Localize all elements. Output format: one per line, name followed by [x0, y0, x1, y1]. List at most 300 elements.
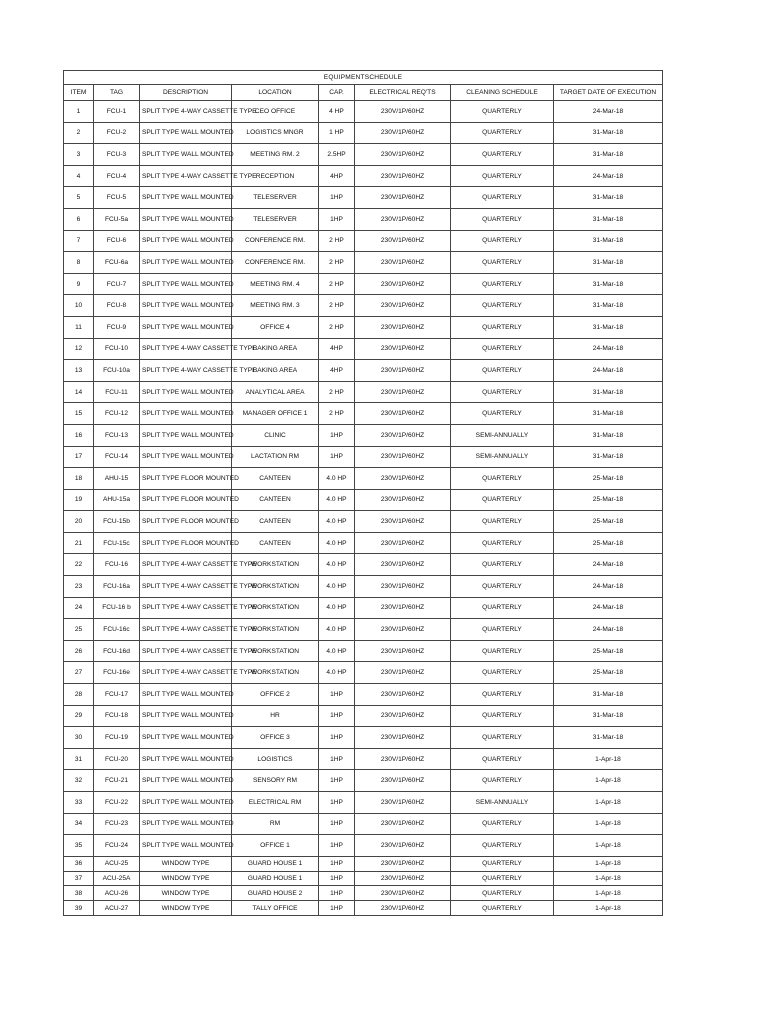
- cell-target-date: 1-Apr-18: [554, 748, 663, 770]
- cell-electrical: 230V/1P/60HZ: [355, 252, 451, 274]
- cell-description: SPLIT TYPE WALL MOUNTED: [140, 295, 232, 317]
- cell-cleaning: QUARTERLY: [451, 886, 554, 901]
- cell-item: 2: [64, 122, 94, 144]
- cell-item: 12: [64, 338, 94, 360]
- equipment-schedule-table: [63, 70, 663, 916]
- cell-target-date: 1-Apr-18: [554, 792, 663, 814]
- table-row: [64, 403, 663, 425]
- cell-item: 13: [64, 360, 94, 382]
- table-row: [64, 424, 663, 446]
- cell-tag: ACU-25A: [94, 871, 140, 886]
- cell-item: 16: [64, 424, 94, 446]
- cell-cleaning: QUARTERLY: [451, 489, 554, 511]
- cell-cap: 4.0 HP: [319, 640, 355, 662]
- cell-tag: FCU-11: [94, 381, 140, 403]
- cell-description: WINDOW TYPE: [140, 886, 232, 901]
- cell-description: SPLIT TYPE 4-WAY CASSETTE TYPE: [140, 360, 232, 382]
- cell-cap: 1HP: [319, 792, 355, 814]
- cell-location: WORKSTATION: [232, 619, 319, 641]
- table-row: [64, 886, 663, 901]
- cell-cleaning: QUARTERLY: [451, 360, 554, 382]
- cell-description: SPLIT TYPE WALL MOUNTED: [140, 187, 232, 209]
- cell-cap: 4.0 HP: [319, 468, 355, 490]
- cell-item: 3: [64, 144, 94, 166]
- cell-description: SPLIT TYPE 4-WAY CASSETTE TYPE: [140, 640, 232, 662]
- cell-description: SPLIT TYPE WALL MOUNTED: [140, 705, 232, 727]
- cell-description: SPLIT TYPE WALL MOUNTED: [140, 792, 232, 814]
- cell-description: SPLIT TYPE FLOOR MOUNTED: [140, 489, 232, 511]
- cell-electrical: 230V/1P/60HZ: [355, 489, 451, 511]
- cell-electrical: 230V/1P/60HZ: [355, 230, 451, 252]
- cell-description: SPLIT TYPE 4-WAY CASSETTE TYPE: [140, 554, 232, 576]
- cell-cleaning: QUARTERLY: [451, 871, 554, 886]
- cell-target-date: 24-Mar-18: [554, 165, 663, 187]
- cell-item: 6: [64, 208, 94, 230]
- cell-cap: 1HP: [319, 727, 355, 749]
- cell-tag: FCU-17: [94, 684, 140, 706]
- table-row: [64, 489, 663, 511]
- table-row: [64, 662, 663, 684]
- cell-location: MEETING RM. 3: [232, 295, 319, 317]
- cell-location: GUARD HOUSE 2: [232, 886, 319, 901]
- table-row: [64, 597, 663, 619]
- cell-tag: FCU-24: [94, 835, 140, 857]
- cell-electrical: 230V/1P/60HZ: [355, 640, 451, 662]
- cell-location: WORKSTATION: [232, 554, 319, 576]
- cell-description: SPLIT TYPE FLOOR MOUNTED: [140, 532, 232, 554]
- table-row: [64, 122, 663, 144]
- cell-target-date: 31-Mar-18: [554, 187, 663, 209]
- cell-electrical: 230V/1P/60HZ: [355, 295, 451, 317]
- col-header-item: ITEM: [64, 85, 94, 101]
- cell-tag: FCU-2: [94, 122, 140, 144]
- cell-location: BAKING AREA: [232, 360, 319, 382]
- cell-electrical: 230V/1P/60HZ: [355, 208, 451, 230]
- cell-description: SPLIT TYPE 4-WAY CASSETTE TYPE: [140, 576, 232, 598]
- cell-item: 37: [64, 871, 94, 886]
- cell-description: SPLIT TYPE WALL MOUNTED: [140, 230, 232, 252]
- cell-location: LACTATION RM: [232, 446, 319, 468]
- cell-cleaning: QUARTERLY: [451, 554, 554, 576]
- cell-cap: 1HP: [319, 770, 355, 792]
- cell-cleaning: QUARTERLY: [451, 230, 554, 252]
- cell-target-date: 25-Mar-18: [554, 489, 663, 511]
- cell-tag: FCU-6: [94, 230, 140, 252]
- cell-electrical: 230V/1P/60HZ: [355, 360, 451, 382]
- cell-description: SPLIT TYPE WALL MOUNTED: [140, 748, 232, 770]
- cell-description: SPLIT TYPE WALL MOUNTED: [140, 208, 232, 230]
- cell-electrical: 230V/1P/60HZ: [355, 468, 451, 490]
- table-row: [64, 144, 663, 166]
- cell-item: 33: [64, 792, 94, 814]
- cell-item: 30: [64, 727, 94, 749]
- cell-tag: FCU-20: [94, 748, 140, 770]
- cell-item: 32: [64, 770, 94, 792]
- cell-description: SPLIT TYPE FLOOR MOUNTED: [140, 511, 232, 533]
- cell-item: 24: [64, 597, 94, 619]
- cell-description: SPLIT TYPE WALL MOUNTED: [140, 122, 232, 144]
- cell-target-date: 24-Mar-18: [554, 597, 663, 619]
- cell-cap: 4HP: [319, 338, 355, 360]
- cell-item: 28: [64, 684, 94, 706]
- table-row: [64, 813, 663, 835]
- cell-electrical: 230V/1P/60HZ: [355, 165, 451, 187]
- cell-target-date: 25-Mar-18: [554, 532, 663, 554]
- cell-tag: FCU-9: [94, 316, 140, 338]
- cell-location: GUARD HOUSE 1: [232, 871, 319, 886]
- cell-cap: 1HP: [319, 187, 355, 209]
- cell-description: SPLIT TYPE WALL MOUNTED: [140, 403, 232, 425]
- cell-electrical: 230V/1P/60HZ: [355, 748, 451, 770]
- cell-electrical: 230V/1P/60HZ: [355, 381, 451, 403]
- cell-item: 17: [64, 446, 94, 468]
- cell-cap: 1HP: [319, 208, 355, 230]
- cell-description: SPLIT TYPE WALL MOUNTED: [140, 813, 232, 835]
- cell-cap: 4.0 HP: [319, 597, 355, 619]
- cell-cap: 2 HP: [319, 252, 355, 274]
- cell-electrical: 230V/1P/60HZ: [355, 856, 451, 871]
- cell-target-date: 24-Mar-18: [554, 619, 663, 641]
- cell-location: BAKING AREA: [232, 338, 319, 360]
- table-row: [64, 871, 663, 886]
- cell-cleaning: QUARTERLY: [451, 511, 554, 533]
- cell-cap: 4.0 HP: [319, 662, 355, 684]
- table-row: [64, 705, 663, 727]
- col-header-cap: CAP.: [319, 85, 355, 101]
- col-header-electrical: ELECTRICAL REQ'TS: [355, 85, 451, 101]
- cell-location: MEETING RM. 2: [232, 144, 319, 166]
- cell-cleaning: QUARTERLY: [451, 901, 554, 916]
- cell-location: TALLY OFFICE: [232, 901, 319, 916]
- cell-cap: 4.0 HP: [319, 619, 355, 641]
- cell-cap: 1HP: [319, 856, 355, 871]
- cell-target-date: 1-Apr-18: [554, 813, 663, 835]
- table-row: [64, 208, 663, 230]
- col-header-location: LOCATION: [232, 85, 319, 101]
- cell-target-date: 31-Mar-18: [554, 316, 663, 338]
- table-body: [64, 101, 663, 916]
- cell-location: CLINIC: [232, 424, 319, 446]
- cell-item: 7: [64, 230, 94, 252]
- cell-tag: FCU-22: [94, 792, 140, 814]
- cell-description: WINDOW TYPE: [140, 871, 232, 886]
- cell-item: 26: [64, 640, 94, 662]
- cell-target-date: 31-Mar-18: [554, 705, 663, 727]
- cell-electrical: 230V/1P/60HZ: [355, 532, 451, 554]
- cell-description: SPLIT TYPE WALL MOUNTED: [140, 446, 232, 468]
- table-title: EQUIPMENTSCHEDULE: [64, 71, 663, 85]
- table-row: [64, 101, 663, 123]
- cell-description: SPLIT TYPE FLOOR MOUNTED: [140, 468, 232, 490]
- cell-location: CANTEEN: [232, 511, 319, 533]
- cell-item: 19: [64, 489, 94, 511]
- cell-target-date: 31-Mar-18: [554, 381, 663, 403]
- cell-target-date: 25-Mar-18: [554, 662, 663, 684]
- cell-target-date: 31-Mar-18: [554, 727, 663, 749]
- table-row: [64, 748, 663, 770]
- cell-target-date: 24-Mar-18: [554, 576, 663, 598]
- cell-item: 31: [64, 748, 94, 770]
- cell-cap: 2 HP: [319, 403, 355, 425]
- cell-tag: FCU-21: [94, 770, 140, 792]
- cell-target-date: 1-Apr-18: [554, 835, 663, 857]
- cell-location: HR: [232, 705, 319, 727]
- cell-cleaning: QUARTERLY: [451, 576, 554, 598]
- cell-target-date: 1-Apr-18: [554, 856, 663, 871]
- cell-tag: FCU-16: [94, 554, 140, 576]
- cell-item: 25: [64, 619, 94, 641]
- cell-location: WORKSTATION: [232, 662, 319, 684]
- cell-tag: FCU-16c: [94, 619, 140, 641]
- table-row: [64, 316, 663, 338]
- table-row: [64, 230, 663, 252]
- table-row: [64, 532, 663, 554]
- table-row: [64, 770, 663, 792]
- cell-cap: 4.0 HP: [319, 576, 355, 598]
- table-row: [64, 901, 663, 916]
- cell-location: CANTEEN: [232, 468, 319, 490]
- cell-electrical: 230V/1P/60HZ: [355, 403, 451, 425]
- cell-description: SPLIT TYPE WALL MOUNTED: [140, 316, 232, 338]
- col-header-tag: TAG: [94, 85, 140, 101]
- cell-cleaning: SEMI-ANNUALLY: [451, 446, 554, 468]
- cell-location: OFFICE 1: [232, 835, 319, 857]
- cell-cap: 2 HP: [319, 273, 355, 295]
- cell-electrical: 230V/1P/60HZ: [355, 886, 451, 901]
- cell-location: LOGISTICS MNGR: [232, 122, 319, 144]
- table-row: [64, 792, 663, 814]
- cell-item: 38: [64, 886, 94, 901]
- header-row: [64, 85, 663, 101]
- cell-cap: 1HP: [319, 446, 355, 468]
- cell-location: CANTEEN: [232, 532, 319, 554]
- cell-item: 11: [64, 316, 94, 338]
- cell-target-date: 31-Mar-18: [554, 295, 663, 317]
- table-row: [64, 165, 663, 187]
- cell-electrical: 230V/1P/60HZ: [355, 101, 451, 123]
- cell-tag: FCU-10: [94, 338, 140, 360]
- cell-cleaning: SEMI-ANNUALLY: [451, 792, 554, 814]
- col-header-cleaning: CLEANING SCHEDULE: [451, 85, 554, 101]
- cell-location: TELESERVER: [232, 208, 319, 230]
- cell-item: 8: [64, 252, 94, 274]
- cell-electrical: 230V/1P/60HZ: [355, 144, 451, 166]
- cell-tag: FCU-16 b: [94, 597, 140, 619]
- cell-cleaning: QUARTERLY: [451, 122, 554, 144]
- cell-location: MANAGER OFFICE 1: [232, 403, 319, 425]
- cell-cap: 1HP: [319, 705, 355, 727]
- cell-item: 9: [64, 273, 94, 295]
- cell-cap: 1HP: [319, 901, 355, 916]
- cell-cap: 1HP: [319, 748, 355, 770]
- cell-cap: 4.0 HP: [319, 489, 355, 511]
- cell-electrical: 230V/1P/60HZ: [355, 338, 451, 360]
- cell-description: SPLIT TYPE 4-WAY CASSETTE TYPE: [140, 619, 232, 641]
- cell-location: WORKSTATION: [232, 576, 319, 598]
- cell-electrical: 230V/1P/60HZ: [355, 424, 451, 446]
- cell-tag: FCU-4: [94, 165, 140, 187]
- cell-tag: ACU-25: [94, 856, 140, 871]
- cell-electrical: 230V/1P/60HZ: [355, 316, 451, 338]
- cell-cleaning: SEMI-ANNUALLY: [451, 424, 554, 446]
- cell-electrical: 230V/1P/60HZ: [355, 511, 451, 533]
- cell-tag: FCU-6a: [94, 252, 140, 274]
- cell-target-date: 24-Mar-18: [554, 554, 663, 576]
- table-row: [64, 187, 663, 209]
- cell-target-date: 31-Mar-18: [554, 144, 663, 166]
- cell-cap: 4.0 HP: [319, 511, 355, 533]
- cell-cleaning: QUARTERLY: [451, 532, 554, 554]
- cell-target-date: 25-Mar-18: [554, 511, 663, 533]
- cell-description: SPLIT TYPE WALL MOUNTED: [140, 684, 232, 706]
- cell-cleaning: QUARTERLY: [451, 101, 554, 123]
- cell-electrical: 230V/1P/60HZ: [355, 619, 451, 641]
- cell-tag: FCU-5a: [94, 208, 140, 230]
- cell-description: SPLIT TYPE 4-WAY CASSETTE TYPE: [140, 662, 232, 684]
- cell-description: SPLIT TYPE WALL MOUNTED: [140, 381, 232, 403]
- col-header-description: DESCRIPTION: [140, 85, 232, 101]
- cell-cleaning: QUARTERLY: [451, 597, 554, 619]
- cell-target-date: 24-Mar-18: [554, 101, 663, 123]
- cell-location: CONFERENCE RM.: [232, 230, 319, 252]
- cell-electrical: 230V/1P/60HZ: [355, 705, 451, 727]
- cell-target-date: 1-Apr-18: [554, 886, 663, 901]
- cell-cleaning: QUARTERLY: [451, 619, 554, 641]
- cell-location: OFFICE 3: [232, 727, 319, 749]
- cell-target-date: 31-Mar-18: [554, 424, 663, 446]
- cell-description: SPLIT TYPE WALL MOUNTED: [140, 144, 232, 166]
- cell-cleaning: QUARTERLY: [451, 727, 554, 749]
- cell-cap: 4HP: [319, 360, 355, 382]
- cell-target-date: 31-Mar-18: [554, 684, 663, 706]
- cell-cleaning: QUARTERLY: [451, 748, 554, 770]
- cell-cap: 2 HP: [319, 381, 355, 403]
- cell-tag: FCU-3: [94, 144, 140, 166]
- cell-electrical: 230V/1P/60HZ: [355, 554, 451, 576]
- cell-cleaning: QUARTERLY: [451, 273, 554, 295]
- cell-item: 29: [64, 705, 94, 727]
- cell-location: CANTEEN: [232, 489, 319, 511]
- cell-tag: FCU-16e: [94, 662, 140, 684]
- table-row: [64, 856, 663, 871]
- cell-cap: 4 HP: [319, 101, 355, 123]
- table-row: [64, 338, 663, 360]
- cell-item: 35: [64, 835, 94, 857]
- cell-cleaning: QUARTERLY: [451, 770, 554, 792]
- cell-location: MEETING RM. 4: [232, 273, 319, 295]
- cell-cleaning: QUARTERLY: [451, 662, 554, 684]
- cell-location: ANALYTICAL AREA: [232, 381, 319, 403]
- table-row: [64, 446, 663, 468]
- table-row: [64, 576, 663, 598]
- cell-electrical: 230V/1P/60HZ: [355, 273, 451, 295]
- cell-electrical: 230V/1P/60HZ: [355, 576, 451, 598]
- table-row: [64, 640, 663, 662]
- cell-description: SPLIT TYPE 4-WAY CASSETTE TYPE: [140, 597, 232, 619]
- cell-target-date: 31-Mar-18: [554, 230, 663, 252]
- cell-tag: ACU-26: [94, 886, 140, 901]
- cell-cap: 4.0 HP: [319, 532, 355, 554]
- cell-target-date: 25-Mar-18: [554, 468, 663, 490]
- cell-cleaning: QUARTERLY: [451, 187, 554, 209]
- cell-electrical: 230V/1P/60HZ: [355, 446, 451, 468]
- cell-tag: FCU-13: [94, 424, 140, 446]
- table-row: [64, 727, 663, 749]
- cell-target-date: 31-Mar-18: [554, 122, 663, 144]
- cell-location: RM: [232, 813, 319, 835]
- cell-tag: FCU-16a: [94, 576, 140, 598]
- cell-cap: 1 HP: [319, 122, 355, 144]
- cell-tag: FCU-23: [94, 813, 140, 835]
- cell-electrical: 230V/1P/60HZ: [355, 727, 451, 749]
- cell-item: 39: [64, 901, 94, 916]
- table-row: [64, 554, 663, 576]
- table-row: [64, 835, 663, 857]
- cell-description: SPLIT TYPE 4-WAY CASSETTE TYPE: [140, 101, 232, 123]
- cell-item: 21: [64, 532, 94, 554]
- cell-cleaning: QUARTERLY: [451, 381, 554, 403]
- cell-description: SPLIT TYPE 4-WAY CASSETTE TYPE: [140, 338, 232, 360]
- cell-item: 1: [64, 101, 94, 123]
- cell-target-date: 31-Mar-18: [554, 208, 663, 230]
- cell-description: SPLIT TYPE WALL MOUNTED: [140, 770, 232, 792]
- cell-electrical: 230V/1P/60HZ: [355, 597, 451, 619]
- cell-electrical: 230V/1P/60HZ: [355, 662, 451, 684]
- cell-cap: 1HP: [319, 813, 355, 835]
- cell-cap: 1HP: [319, 871, 355, 886]
- cell-location: LOGISTICS: [232, 748, 319, 770]
- cell-tag: FCU-10a: [94, 360, 140, 382]
- table-row: [64, 468, 663, 490]
- table-row: [64, 511, 663, 533]
- cell-location: OFFICE 4: [232, 316, 319, 338]
- cell-item: 22: [64, 554, 94, 576]
- cell-electrical: 230V/1P/60HZ: [355, 770, 451, 792]
- cell-tag: FCU-19: [94, 727, 140, 749]
- cell-description: SPLIT TYPE WALL MOUNTED: [140, 727, 232, 749]
- cell-tag: FCU-18: [94, 705, 140, 727]
- cell-location: OFFICE 2: [232, 684, 319, 706]
- cell-location: TELESERVER: [232, 187, 319, 209]
- cell-description: WINDOW TYPE: [140, 856, 232, 871]
- table-row: [64, 360, 663, 382]
- cell-item: 20: [64, 511, 94, 533]
- cell-item: 23: [64, 576, 94, 598]
- cell-tag: FCU-15c: [94, 532, 140, 554]
- cell-cleaning: QUARTERLY: [451, 144, 554, 166]
- cell-location: GUARD HOUSE 1: [232, 856, 319, 871]
- cell-target-date: 31-Mar-18: [554, 273, 663, 295]
- cell-cleaning: QUARTERLY: [451, 295, 554, 317]
- cell-item: 5: [64, 187, 94, 209]
- cell-tag: FCU-7: [94, 273, 140, 295]
- cell-location: WORKSTATION: [232, 597, 319, 619]
- cell-cleaning: QUARTERLY: [451, 316, 554, 338]
- table-row: [64, 252, 663, 274]
- cell-description: SPLIT TYPE WALL MOUNTED: [140, 424, 232, 446]
- cell-cap: 2 HP: [319, 295, 355, 317]
- cell-target-date: 1-Apr-18: [554, 901, 663, 916]
- cell-target-date: 31-Mar-18: [554, 446, 663, 468]
- cell-cap: 2 HP: [319, 230, 355, 252]
- cell-location: SENSORY RM: [232, 770, 319, 792]
- cell-description: SPLIT TYPE WALL MOUNTED: [140, 835, 232, 857]
- cell-tag: AHU-15: [94, 468, 140, 490]
- cell-item: 10: [64, 295, 94, 317]
- cell-target-date: 24-Mar-18: [554, 338, 663, 360]
- cell-cap: 4HP: [319, 165, 355, 187]
- cell-description: WINDOW TYPE: [140, 901, 232, 916]
